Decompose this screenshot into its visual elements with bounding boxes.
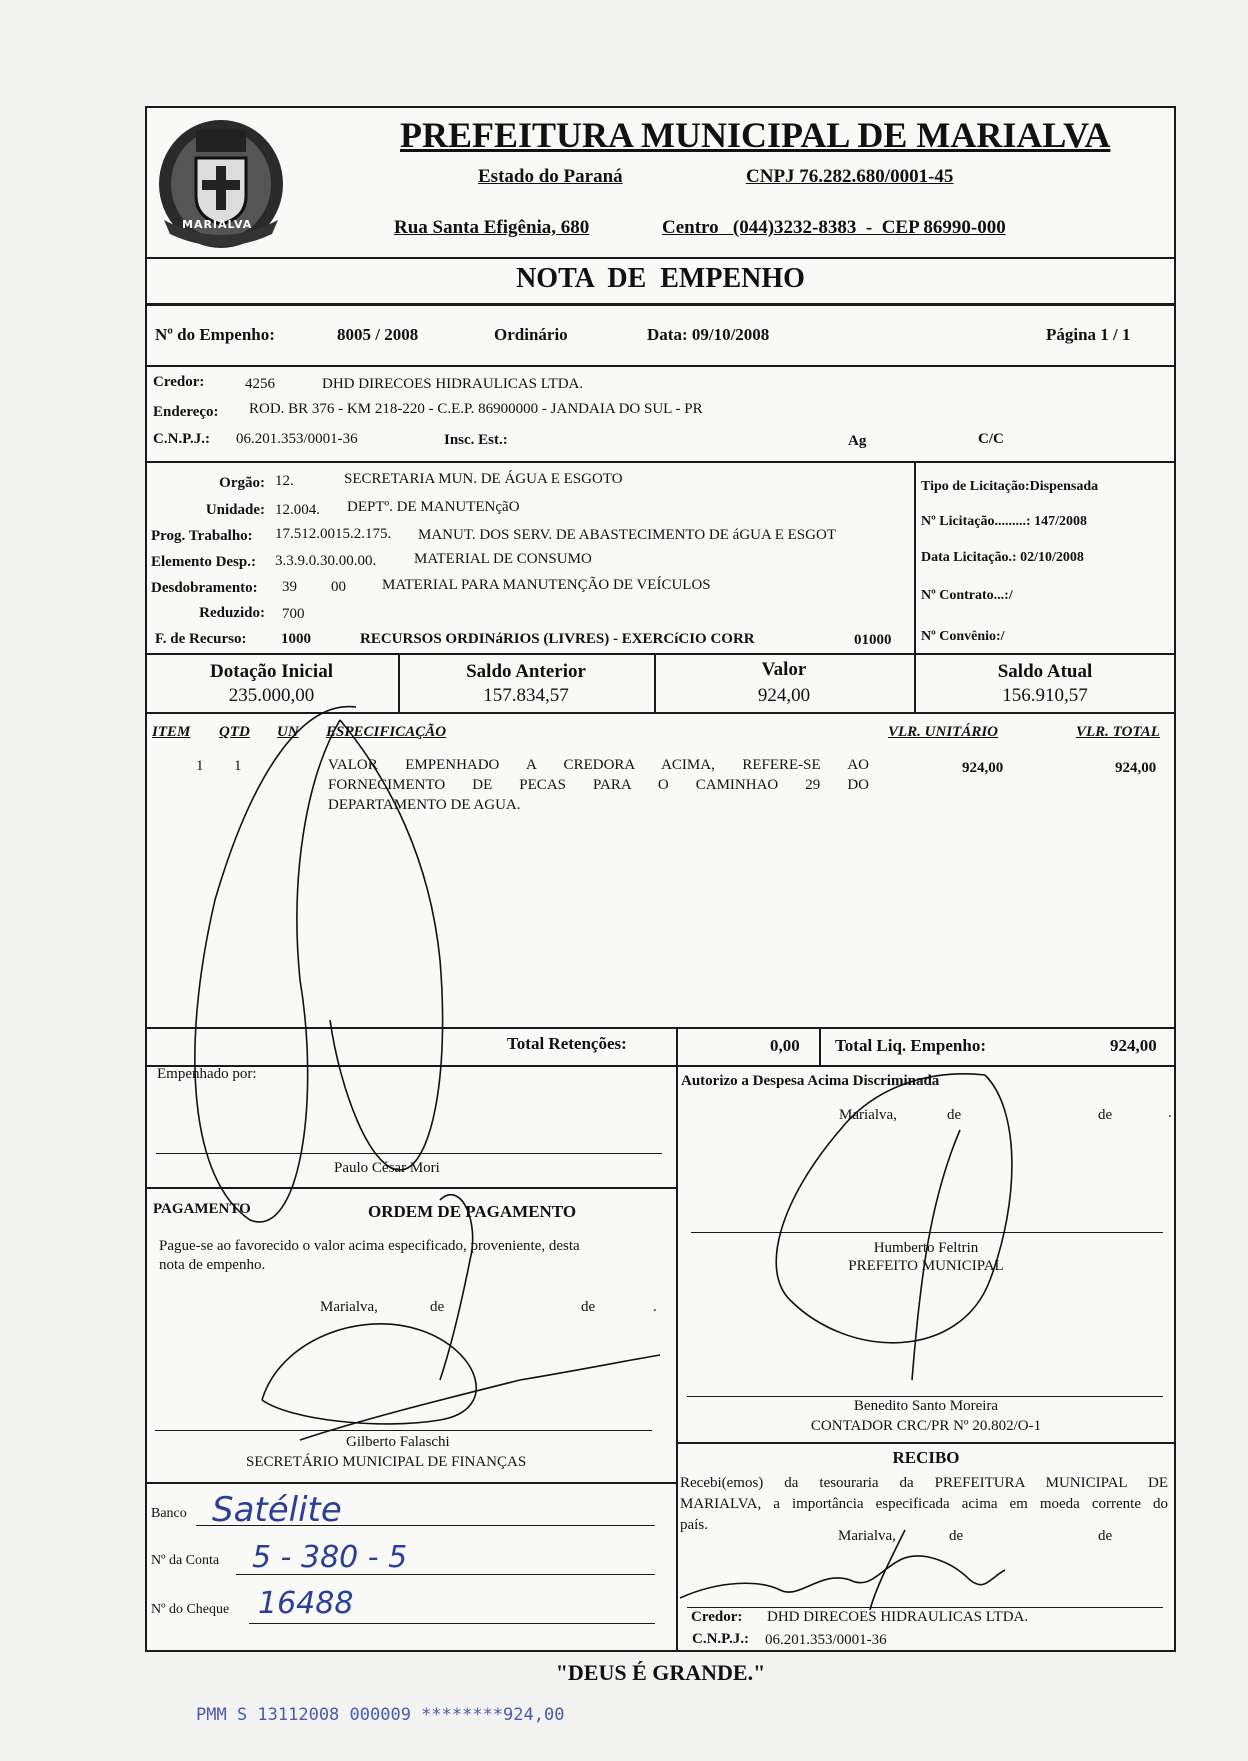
convenio-numero: Nº Convênio:/ xyxy=(921,629,1005,644)
recurso-name: RECURSOS ORDINáRIOS (LIVRES) - EXERCíCIO CORR xyxy=(360,631,755,647)
page-title: PREFEITURA MUNICIPAL DE MARIALVA xyxy=(400,115,1111,155)
credor-cnpj: 06.201.353/0001-36 xyxy=(236,431,358,447)
agency-label: Ag xyxy=(848,433,867,449)
empenho-number: 8005 / 2008 xyxy=(337,325,419,344)
licitacao-tipo: Tipo de Licitação:Dispensada xyxy=(921,479,1099,494)
motto: "DEUS É GRANDE." xyxy=(555,1660,766,1685)
desdobramento-label: Desdobramento: xyxy=(151,580,258,596)
pagamento-de-1: de xyxy=(430,1299,445,1315)
elemento-name: MATERIAL DE CONSUMO xyxy=(414,551,592,567)
recibo-cnpj-label: C.N.P.J.: xyxy=(692,1631,749,1647)
pagamento-text-line: Pague-se ao favorecido o valor acima especificado, proveniente, desta xyxy=(159,1238,580,1254)
empenhado-por-name: Paulo César Mori xyxy=(334,1160,440,1176)
pagamento-de-2: de xyxy=(581,1299,596,1315)
desdobramento-b: 00 xyxy=(331,579,346,595)
orgao-name: SECRETARIA MUN. DE ÁGUA E ESGOTO xyxy=(344,471,623,487)
pagamento-city: Marialva, xyxy=(320,1299,378,1315)
col-vlr-total: VLR. TOTAL xyxy=(1076,724,1160,740)
accountant-title: CONTADOR CRC/PR Nº 20.802/O-1 xyxy=(810,1418,1042,1434)
page-indicator: Página 1 / 1 xyxy=(1046,325,1131,344)
total-liquido-label: Total Liq. Empenho: xyxy=(835,1036,986,1055)
secretary-title: SECRETÁRIO MUNICIPAL DE FINANÇAS xyxy=(246,1454,527,1470)
desdobramento-a: 39 xyxy=(282,579,297,595)
municipality-cnpj: CNPJ 76.282.680/0001-45 xyxy=(746,166,954,187)
item-spec-line: FORNECIMENTO DE PECAS PARA O CAMINHAO 29 DO xyxy=(328,777,869,793)
empenhado-por-label: Empenhado por: xyxy=(157,1066,257,1082)
autorizo-label: Autorizo a Despesa Acima Discriminada xyxy=(681,1073,940,1089)
unidade-code: 12.004. xyxy=(275,502,320,518)
col-qtd: QTD xyxy=(219,724,250,740)
saldo-anterior-value: 157.834,57 xyxy=(483,685,569,706)
credor-label: Credor: xyxy=(153,374,205,390)
recibo-city: Marialva, xyxy=(838,1528,896,1544)
saldo-atual-label: Saldo Atual xyxy=(997,661,1093,682)
desdobramento-name: MATERIAL PARA MANUTENÇÃO DE VEÍCULOS xyxy=(382,577,711,593)
elemento-label: Elemento Desp.: xyxy=(151,554,256,570)
col-especificacao: ESPECIFICAÇÃO xyxy=(326,724,447,740)
orgao-code: 12. xyxy=(275,473,294,489)
prog-trabalho-code: 17.512.0015.2.175. xyxy=(275,526,392,542)
cheque-label: Nº do Cheque xyxy=(151,1602,230,1617)
dotacao-inicial-label: Dotação Inicial xyxy=(210,661,333,682)
saldo-atual-value: 156.910,57 xyxy=(1002,685,1088,706)
licitacao-numero: Nº Licitação.........: 147/2008 xyxy=(921,514,1087,529)
item-spec-line: VALOR EMPENHADO A CREDORA ACIMA, REFERE-SE AO xyxy=(328,757,869,773)
mayor-title: PREFEITO MUNICIPAL xyxy=(848,1258,1004,1274)
banco-value: Satélite xyxy=(212,1490,342,1530)
unidade-name: DEPTº. DE MANUTENçãO xyxy=(347,499,520,515)
pagamento-label: PAGAMENTO xyxy=(153,1201,251,1217)
conta-label: Nº da Conta xyxy=(151,1553,220,1568)
pagamento-text-line: nota de empenho. xyxy=(159,1257,266,1273)
empenho-number-label: Nº do Empenho: xyxy=(155,325,275,344)
autorizo-de-2: de xyxy=(1098,1107,1113,1123)
secretary-name: Gilberto Falaschi xyxy=(346,1434,450,1450)
recurso-number: 01000 xyxy=(854,632,892,648)
recibo-credor-label: Credor: xyxy=(691,1609,743,1625)
col-item: ITEM xyxy=(152,724,191,740)
address-label: Endereço: xyxy=(153,404,219,420)
credor-code: 4256 xyxy=(245,376,275,392)
mayor-name: Humberto Feltrin xyxy=(873,1240,979,1256)
prog-trabalho-label: Prog. Trabalho: xyxy=(151,528,253,544)
valor-value: 924,00 xyxy=(757,685,811,706)
recurso-code: 1000 xyxy=(281,631,311,647)
credor-cnpj-label: C.N.P.J.: xyxy=(153,431,210,447)
conta-value: 5 - 380 - 5 xyxy=(252,1540,408,1575)
orgao-label: Orgão: xyxy=(219,475,265,491)
total-liquido-value: 924,00 xyxy=(1110,1036,1157,1055)
credor-name: DHD DIRECOES HIDRAULICAS LTDA. xyxy=(322,376,584,392)
item-unit-value: 924,00 xyxy=(962,760,1004,776)
document-title: NOTA DE EMPENHO xyxy=(516,263,805,294)
prog-trabalho-name: MANUT. DOS SERV. DE ABASTECIMENTO DE áGUA E ESGOT xyxy=(418,527,836,543)
empenho-date: Data: 09/10/2008 xyxy=(647,325,770,344)
elemento-code: 3.3.9.0.30.00.00. xyxy=(275,553,377,569)
payment-stamp: PMM S 13112008 000009 ********924,00 xyxy=(196,1705,565,1725)
col-vlr-unitario: VLR. UNITÁRIO xyxy=(888,724,999,740)
total-retencoes-label: Total Retenções: xyxy=(507,1034,627,1053)
recibo-de-2: de xyxy=(1098,1528,1113,1544)
recibo-text-line: MARIALVA, a importância especificada acima em moeda corrente do xyxy=(680,1496,1168,1512)
autorizo-de-1: de xyxy=(947,1107,962,1123)
item-spec-line: DEPARTAMENTO DE AGUA. xyxy=(328,797,521,813)
recibo-cnpj: 06.201.353/0001-36 xyxy=(765,1632,887,1648)
reduzido-value: 700 xyxy=(282,606,305,622)
recibo-de-1: de xyxy=(949,1528,964,1544)
ordem-pagamento-title: ORDEM DE PAGAMENTO xyxy=(368,1202,577,1221)
unidade-label: Unidade: xyxy=(205,502,265,518)
recibo-text-line: país. xyxy=(680,1517,708,1533)
accountant-name: Benedito Santo Moreira xyxy=(853,1398,999,1414)
cheque-value: 16488 xyxy=(258,1586,354,1621)
item-qtd: 1 xyxy=(234,758,242,774)
dotacao-inicial-value: 235.000,00 xyxy=(228,685,315,706)
credor-address: ROD. BR 376 - KM 218-220 - C.E.P. 86900000 - JANDAIA DO SUL - PR xyxy=(249,401,703,417)
district-phone-cep: Centro (044)3232-8383 - CEP 86990-000 xyxy=(662,217,1006,238)
valor-label: Valor xyxy=(761,659,807,680)
empenho-type: Ordinário xyxy=(494,325,568,344)
banco-label: Banco xyxy=(151,1506,187,1521)
col-un: UN xyxy=(277,724,299,740)
item-number: 1 xyxy=(196,758,204,774)
contrato-numero: Nº Contrato...:/ xyxy=(921,588,1013,603)
state-name: Estado do Paraná xyxy=(478,166,623,187)
reduzido-label: Reduzido: xyxy=(199,605,265,621)
saldo-anterior-label: Saldo Anterior xyxy=(466,661,586,682)
recibo-credor-name: DHD DIRECOES HIDRAULICAS LTDA. xyxy=(767,1609,1029,1625)
item-total-value: 924,00 xyxy=(1115,760,1157,776)
recibo-text-line: Recebi(emos) da tesouraria da PREFEITURA MUNICIPAL DE xyxy=(680,1475,1168,1491)
coat-of-arms-banner: MARIALVA xyxy=(182,218,253,231)
recibo-title: RECIBO xyxy=(892,1448,960,1467)
licitacao-data: Data Licitação.: 02/10/2008 xyxy=(921,550,1084,565)
account-label: C/C xyxy=(978,431,1004,447)
insc-est-label: Insc. Est.: xyxy=(444,432,508,448)
autorizo-city: Marialva, xyxy=(839,1107,897,1123)
street-address: Rua Santa Efigênia, 680 xyxy=(394,217,590,238)
recurso-label: F. de Recurso: xyxy=(155,631,247,647)
total-retencoes-value: 0,00 xyxy=(770,1036,800,1055)
